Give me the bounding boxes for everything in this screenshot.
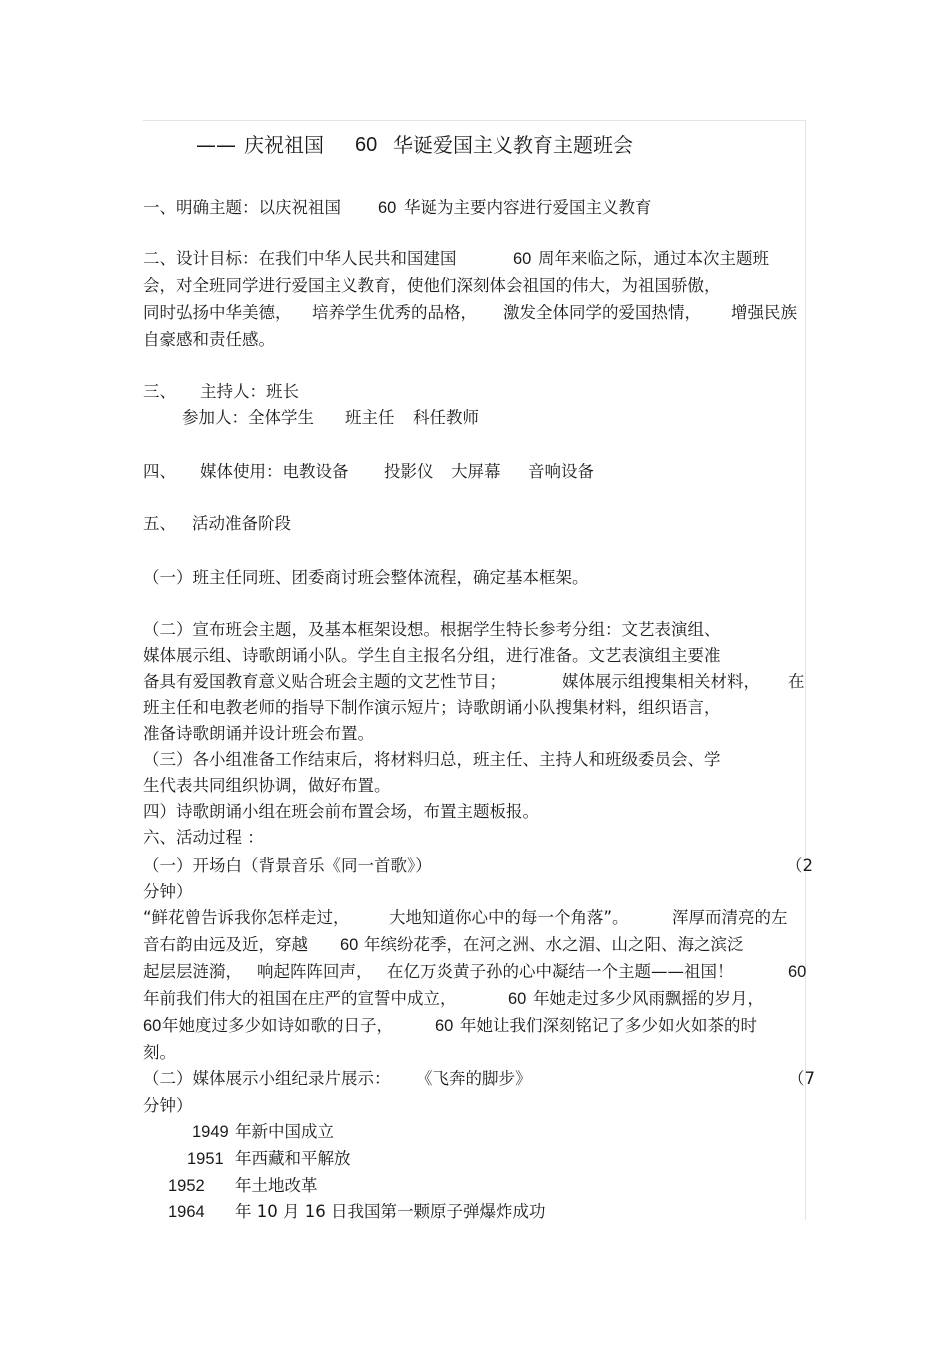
- sec1-number: 60: [378, 199, 397, 217]
- title-dash: ——: [196, 133, 236, 157]
- opening-line5-number1: 60: [143, 1017, 162, 1035]
- opening-line3-c: 在亿万炎黄子孙的心中凝结一个主题——祖国！: [387, 962, 734, 981]
- sec6-step1-duration: （2: [786, 856, 813, 875]
- sec5-item1: （一）班主任同班、团委商讨班会整体流程，确定基本框架。: [143, 568, 589, 587]
- title-number: 60: [355, 134, 378, 156]
- sec2-line1-a: 二、设计目标：在我们中华人民共和国建国: [143, 249, 457, 268]
- sec5-item2-line2: 媒体展示组、诗歌朗诵小队。学生自主报名分组，进行准备。文艺表演组主要准: [143, 646, 721, 665]
- opening-line5-b: 年她让我们深刻铭记了多少如火如茶的时: [460, 1016, 757, 1035]
- title-part-b: 华诞爱国主义教育主题班会: [393, 133, 633, 157]
- opening-line3-b: 响起阵阵回声，: [257, 962, 373, 981]
- timeline-event: 年土地改革: [235, 1176, 318, 1195]
- opening-line5-a: 年她度过多少如诗如歌的日子，: [162, 1016, 393, 1035]
- sec2-line2: 会，对全班同学进行爱国主义教育，使他们深刻体会祖国的伟大，为祖国骄傲，: [143, 276, 721, 295]
- sec4-audio: 音响设备: [528, 462, 594, 481]
- sec5-item4: 四）诗歌朗诵小组在班会前布置会场，布置主题板报。: [143, 802, 539, 821]
- timeline-event: 年 10 月 16 日我国第一颗原子弹爆炸成功: [235, 1202, 546, 1221]
- sec6-step2-a: （二）媒体展示小组纪录片展示：: [143, 1069, 391, 1088]
- timeline-year: 1964: [168, 1203, 205, 1221]
- sec6-step1-unit: 分钟）: [143, 882, 193, 901]
- sec3-head-teacher: 班主任: [345, 408, 395, 427]
- sec3-participants: 参加人：全体学生: [182, 408, 314, 427]
- sec6-heading: 六、活动过程 ：: [143, 828, 264, 847]
- opening-line4-a: 年前我们伟大的祖国在庄严的宣誓中成立，: [143, 989, 457, 1008]
- sec5-item3-line1: （三）各小组准备工作结束后，将材料归总，班主任、主持人和班级委员会、学: [143, 750, 721, 769]
- sec2-line1-number: 60: [513, 250, 532, 268]
- timeline-event: 年新中国成立: [235, 1122, 334, 1141]
- sec3-host: 主持人：班长: [200, 382, 299, 401]
- opening-line1-a: “鲜花曾告诉我你怎样走过，: [143, 908, 350, 927]
- sec5-item2-line3-c: 在: [788, 672, 805, 691]
- sec4-number: 四、: [143, 462, 176, 481]
- sec2-line3-c: 激发全体同学的爱国热情，: [503, 303, 701, 322]
- opening-line2-number: 60: [340, 936, 359, 954]
- opening-line3-a: 起层层涟漪，: [143, 962, 242, 981]
- sec2-line4: 自豪感和责任感。: [143, 330, 275, 349]
- sec2-line3-d: 增强民族: [731, 303, 797, 322]
- sec3-number: 三、: [143, 382, 176, 401]
- opening-line1-b: 大地知道你心中的每一个角落”。: [389, 908, 629, 927]
- timeline-year: 1952: [168, 1177, 205, 1195]
- opening-line4-b: 年她走过多少风雨飘摇的岁月，: [533, 989, 764, 1008]
- sec5-item2-line5: 准备诗歌朗诵并设计班会布置。: [143, 724, 374, 743]
- timeline-event: 年西藏和平解放: [235, 1149, 351, 1168]
- sec6-step2-duration: （7: [788, 1069, 815, 1088]
- sec1-text-b: 华诞为主要内容进行爱国主义教育: [404, 198, 652, 217]
- opening-line4-number: 60: [508, 990, 527, 1008]
- opening-line5-number2: 60: [435, 1017, 454, 1035]
- sec5-item3-line2: 生代表共同组织协调，做好布置。: [143, 776, 391, 795]
- sec4-projector: 投影仪: [384, 462, 434, 481]
- opening-line2-a: 音右韵由远及近，穿越: [143, 935, 308, 954]
- sec5-item2-line1: （二）宣布班会主题，及基本框架设想。根据学生特长参考分组：文艺表演组、: [143, 620, 721, 639]
- opening-line1-c: 浑厚而清亮的左: [672, 908, 788, 927]
- sec5-item2-line3-b: 媒体展示组搜集相关材料，: [562, 672, 760, 691]
- title-part-a: 庆祝祖国: [244, 133, 324, 157]
- timeline-year: 1949: [192, 1123, 229, 1141]
- sec1-text-a: 一、明确主题：以庆祝祖国: [143, 198, 341, 217]
- timeline-year: 1951: [187, 1150, 224, 1168]
- sec5-heading: 活动准备阶段: [192, 514, 291, 533]
- sec2-line3-a: 同时弘扬中华美德，: [143, 303, 292, 322]
- opening-line2-b: 年缤纷花季，在河之洲、水之湄、山之阳、海之滨泛: [364, 935, 744, 954]
- opening-line6: 刻。: [143, 1043, 176, 1062]
- sec5-item2-line4: 班主任和电教老师的指导下制作演示短片；诗歌朗诵小队搜集材料，组织语言，: [143, 698, 721, 717]
- sec5-item2-line3-a: 备具有爱国教育意义贴合班会主题的文艺性节目；: [143, 672, 506, 691]
- sec4-big-screen: 大屏幕: [451, 462, 501, 481]
- sec3-subject-teacher: 科任教师: [413, 408, 479, 427]
- sec2-line3-b: 培养学生优秀的品格，: [312, 303, 477, 322]
- sec5-number: 五、: [143, 514, 176, 533]
- sec2-line1-b: 周年来临之际，通过本次主题班: [538, 249, 769, 268]
- sec6-step1: （一）开场白（背景音乐《同一首歌》）: [143, 856, 432, 875]
- sec6-step2-unit: 分钟）: [143, 1096, 193, 1115]
- opening-line3-number: 60: [788, 963, 807, 981]
- sec6-step2-film: 《飞奔的脚步》: [416, 1069, 532, 1088]
- sec4-media-av: 媒体使用：电教设备: [200, 462, 349, 481]
